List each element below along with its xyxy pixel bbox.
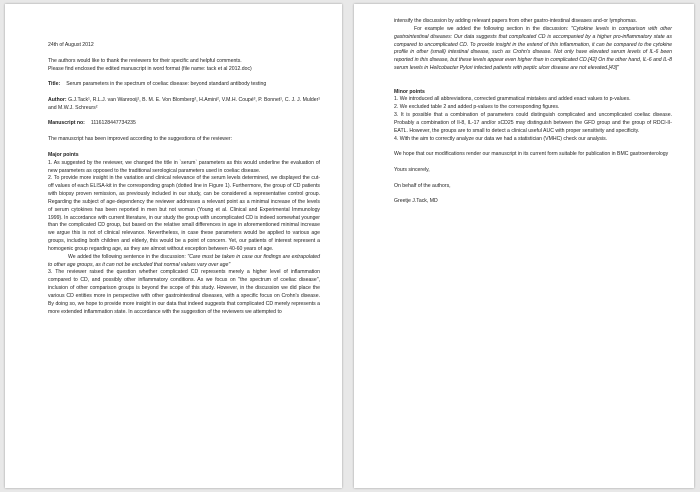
manuscript-number: 1116128447734235 [90, 120, 136, 127]
enclosed-paragraph: Please find enclosed the edited manuscript in word format (file name: tack et al 2012.doc) [48, 65, 252, 72]
thanks-paragraph: The authors would like to thank the reviewers for their specific and helpful comments. [48, 57, 242, 64]
major-point-2: 2. To provide more insight in the variation and clinical relevance of the serum levels determined, we displayed the cut-off values of each ELISA-kit in the corresponding graph (dotted line in Figure 1). Furthermore, the group of CD patients with biopsy proven remission, as previously included in our study, can be considered a representative control group. Regarding the subject of age-dependency the reviewer addresses a relevant point as a minimal increase of the levels of serum cytokines has been reported in men but not woman (Young et al. Clinical and Experimental Immunology 1999). In accordance with current literature, in our study the group with uncomplicated CD is indeed somewhat younger than the complicated CD group, but based on the relative small differences in age in aforementioned minimal increase we argue this is not of clinical relevance. Nevertheless, in case these parameters would be applied to various age groups, including both children and elderly, this would be a point of concern. Yet, our patients of interest represent a homogenic group regarding age, as they are almost without exception between 40-60 years of age. [48, 175, 320, 252]
minor-point-3: 3. It is possible that a combination of parameters could distinguish complicated and uncomplicated coeliac disease. Probably a combination of Il-8, IL-17 and/or sCD25 may distinguish between the GFD group and the group of RDCI-II-EATL. However, the groups are to small to detect a clinical useful AUC with proper sensitivity and specificity. [394, 112, 672, 134]
example-intro: For example we added the following section in the discussion: [414, 25, 569, 32]
minor-point-1: 1. We introduced all abbreviations, corrected grammatical mistakes and added exact values to p-values. [394, 96, 631, 103]
manuscript-row [48, 120, 320, 128]
cytokine-quote: "Cytokine levels in comparison with other gastrointestinal diseases: Our data suggests that complicated CD is accompanied by a higher pro-inflammatory state as compared to uncomplicated CD. To provide insight in the extend of this inflammation, it can be compared to the cytokine profile in other (small) intestinal disease, such as Crohn's disease. Not only have elevated serum levels of IL-6 been reported in this disease, but these levels appear even higher than in complicated CD.[42] On the other hand, IL-6 and IL-8 serum levels in Helicobacter Pylori infected patients with peptic ulcer disease are not elevated.[43]" [394, 25, 672, 72]
letter-date: 24th of August 2012 [48, 42, 94, 48]
closing-paragraph: We hope that our modifications render our manuscript in its current form suitable for publication in BMC gastroenterology [394, 151, 669, 158]
added-sentence-paragraph [48, 254, 320, 270]
major-points-heading: Major points [48, 151, 79, 158]
major-point-3: 3. The reviewer raised the question whether complicated CD represents merely a higher level of inflammation compared to CD, and possibly other inflammatory conditions. As we focus on "the spectrum of coeliac disease", inclusion of other comparison groups is beyond the scope of this study. However, in the discussion we did place the various CD entities more in perspective with other gastrointestinal diseases, with a specific focus on Crohn's disease. By doing so, we hope to provide more insight in our data that indeed suggests that complicated CD merely represents a more extended inflammation state. In accordance with the suggestion of the reviewers we attempted to [48, 269, 320, 315]
author-label: Author: [48, 96, 67, 103]
on-behalf: On behalf of the authors, [394, 182, 451, 189]
continuation-paragraph: intensify the discussion by adding relevant papers from other gastro-intestinal diseases and-or lymphomas. [394, 18, 638, 24]
added-sentence-intro: We added the following sentence in the discussion: [68, 253, 186, 260]
manuscript-label: Manuscript no: [48, 120, 85, 127]
author-text: G.J.Tack¹, R.L.J. van Wanrooij¹, B. M. E. Von Blomberg², H.Amini², V.M.H. Coupé³, P. Bonnet¹, C. J. J. Mulder¹ and M.W.J. Schreurs² [48, 96, 320, 111]
improved-paragraph: The manuscript has been improved according to the suggestions of the reviewer: [48, 136, 233, 143]
document-page-1 [5, 4, 342, 488]
title-row [48, 81, 320, 89]
major-point-1: 1. As suggested by the reviewer, we changed the title in `serum` parameters as this would underline the evaluation of new parameters as opposed to the traditional serological parameters used in coeliac disease. [48, 159, 320, 174]
minor-point-4: 4. With the aim to correctly analyze our data we had a statistician (VMHC) check our analysis. [394, 135, 608, 142]
signature-name: Greetje J.Tack, MD [394, 198, 438, 205]
example-paragraph [394, 26, 672, 73]
author-paragraph [48, 97, 320, 113]
document-page-2 [354, 4, 694, 488]
minor-point-2: 2. We excluded table 2 and added p-values to the corresponding figures. [394, 104, 560, 111]
title-label: Title: [48, 81, 61, 88]
yours-sincerely: Yours sincerely, [394, 167, 430, 174]
title-text: Serum parameters in the spectrum of coeliac disease: beyond standard antibody testing [66, 81, 267, 88]
age-quote: "Care must be taken in case our findings are extrapolated to other age groups, as it can not be excluded that normal values vary over age" [48, 253, 320, 268]
minor-points-heading: Minor points [394, 88, 425, 95]
